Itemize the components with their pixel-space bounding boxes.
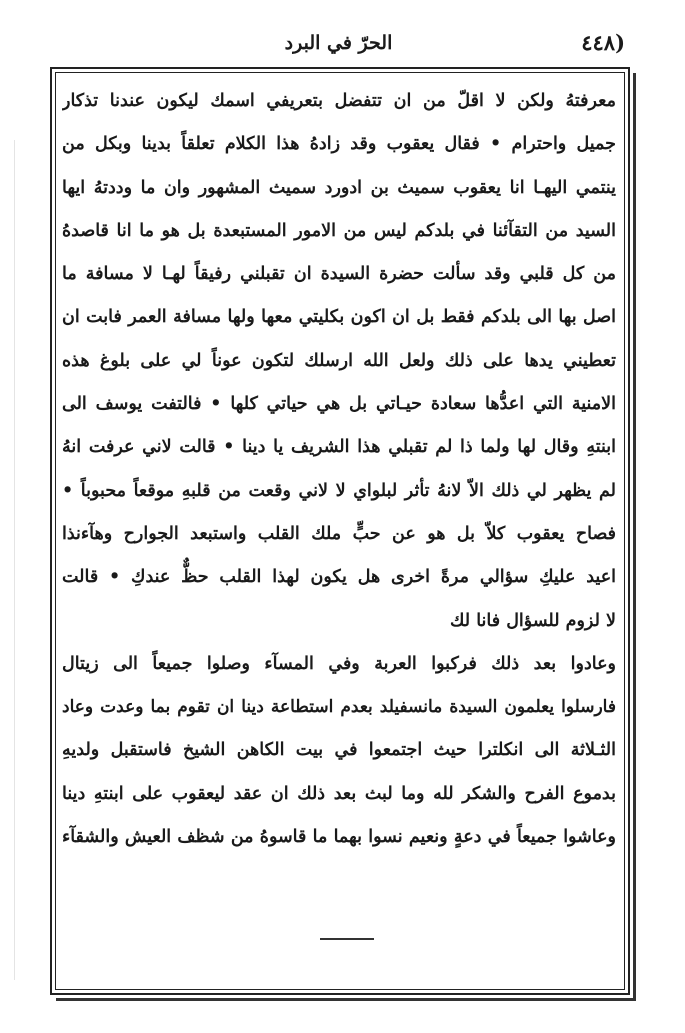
section-end-rule	[320, 938, 374, 940]
paragraph-2	[62, 643, 616, 859]
text-line: لا لزوم للسؤال فانا لك	[450, 610, 616, 631]
page-header	[52, 30, 625, 64]
text-line: فصاح يعقوب كلاّ بل هو عن حبٍّ ملك القلب واستبعد الجوارح وهآءنذا	[62, 523, 616, 544]
page-gutter-shadow	[14, 140, 15, 980]
body-text	[62, 80, 616, 859]
text-line: تعطيني يدها على ذلك ولعل الله ارسلك لتكون عوناً لي على بلوغ هذه	[62, 350, 616, 371]
text-line: جميل واحترام • فقال يعقوب وقد زادهُ هذا الكلام تعلقاً بدينا وبكل من	[62, 134, 616, 155]
text-line: فارسلوا يعلمون السيدة مانسفيلد بعدم استطاعة دينا ان تقوم بما وعدت وعاد	[62, 697, 616, 718]
text-line: من كل قلبي وقد سألت حضرة السيدة ان تقبلني رفيقاً لهـا لا مسافة ما	[62, 264, 616, 285]
text-line: بدموع الفرح والشكر لله وما لبث بعد ذلك ان عقد ليعقوب على ابنتهِ دينا	[62, 783, 616, 804]
text-line: وعاشوا جميعاً في دعةٍ ونعيم نسوا بهما ما قاسوهُ من شظف العيش والشقآء	[62, 827, 616, 848]
page-number: (٤٤٨	[581, 30, 625, 55]
text-line: وعادوا بعد ذلك فركبوا العربة وفي المسآء وصلوا جميعاً الى زيتال	[62, 653, 616, 674]
paragraph-1	[62, 80, 616, 643]
text-line: الامنية التي اعدُّها سعادة حيـاتي بل هي حياتي كلها • فالتفت يوسف الى	[62, 394, 616, 415]
text-line: السيد من التقآئنا في بلدكم ليس من الامور المستبعدة بل هو ما انا قاصدهُ	[62, 220, 616, 241]
text-line: اصل بها الى بلدكم فقط بل ان اكون بكليتي معها ولها مسافة العمر فابت ان	[62, 307, 616, 328]
text-line: معرفتهُ ولكن لا اقلّ من ان تتفضل بتعريفي اسمك ليكون عندنا تذكار	[62, 91, 616, 111]
text-line: اعيد عليكِ سؤالي مرةً اخرى هل يكون لهذا القلب حظٌّ عندكِ • قالت	[62, 567, 616, 588]
text-line: الثـلاثة الى انكلترا حيث اجتمعوا في بيت الكاهن الشيخ فاستقبل ولديهِ	[62, 740, 616, 761]
text-line: ينتمي اليهـا انا يعقوب سميث بن ادورد سميث المشهور وان ما وددتهُ ايها	[62, 177, 616, 198]
text-line: لم يظهر لي ذلك الاّ لانهُ تأثر لبلواي لا لاني وقعت من قلبهِ موقعاً محبوباً •	[62, 480, 616, 501]
text-line: ابنتهِ وقال لها ولما ذا لم تقبلي هذا الشريف يا دينا • قالت لاني عرفت انهُ	[62, 437, 616, 458]
running-title: الحرّ في البرد	[284, 32, 393, 54]
